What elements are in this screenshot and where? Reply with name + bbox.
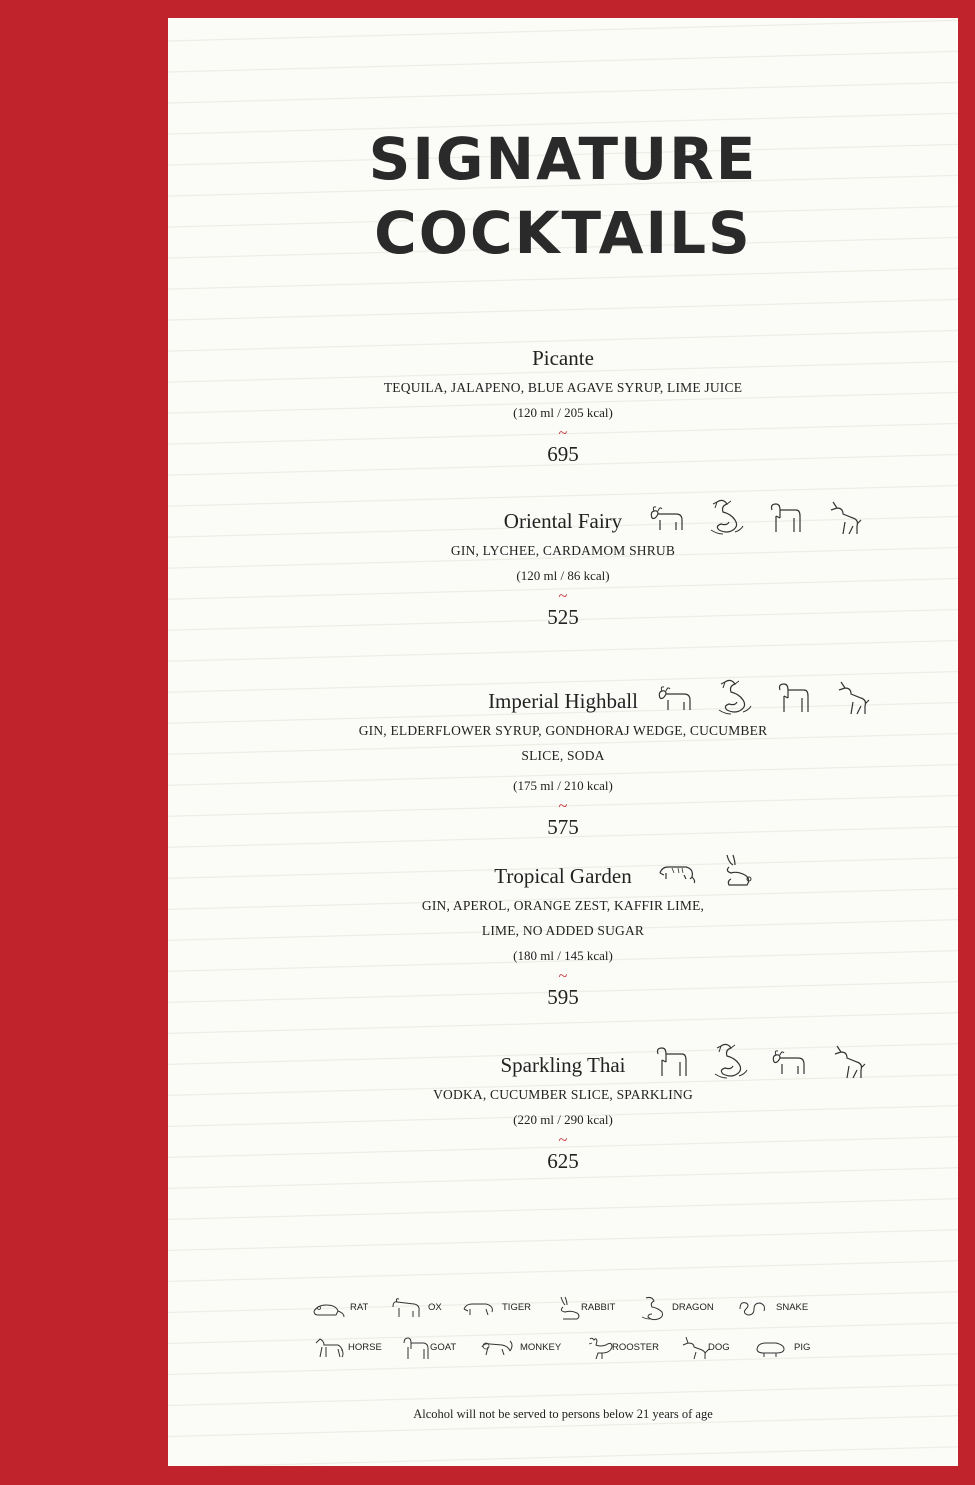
- dog-icon: [831, 676, 873, 720]
- item-ingredients: [168, 718, 958, 768]
- snake-icon: [736, 1295, 770, 1321]
- legend-label: DRAGON: [672, 1302, 714, 1313]
- rat-icon: [312, 1295, 346, 1321]
- page-title-line1: SIGNATURE: [368, 125, 758, 193]
- goat-icon: [400, 1335, 434, 1361]
- zodiac-icons: [650, 1040, 882, 1084]
- item-name: Oriental Fairy: [503, 509, 623, 533]
- dragon-icon: [705, 496, 747, 540]
- page-title-line2: COCKTAILS: [374, 199, 752, 267]
- item-ingredients: [168, 375, 958, 400]
- ingredients-line: GIN, APEROL, ORANGE ZEST, KAFFIR LIME,: [421, 898, 705, 913]
- rooster-icon: [582, 1335, 616, 1361]
- ox-icon: [654, 676, 696, 720]
- ox-icon: [390, 1295, 424, 1321]
- rabbit-icon: [715, 851, 757, 895]
- ingredients-line: GIN, LYCHEE, CARDAMOM SHRUB: [450, 543, 676, 558]
- dragon-icon: [709, 1040, 751, 1084]
- zodiac-icons: [654, 676, 886, 720]
- ingredients-line: VODKA, CUCUMBER SLICE, SPARKLING: [433, 1087, 693, 1102]
- legend-label: DOG: [708, 1342, 730, 1353]
- ingredients-line: TEQUILA, JALAPENO, BLUE AGAVE SYRUP, LIME JUICE: [383, 380, 743, 395]
- item-price: 595: [547, 985, 579, 1009]
- ox-icon: [646, 496, 688, 540]
- legend-label: OX: [428, 1302, 442, 1313]
- item-volume: (180 ml / 145 kcal): [513, 948, 613, 963]
- item-price: 625: [547, 1149, 579, 1173]
- pig-icon: [754, 1335, 788, 1361]
- tiger-icon: [462, 1295, 496, 1321]
- item-name: Picante: [532, 346, 594, 370]
- item-name: Sparkling Thai: [500, 1053, 626, 1077]
- goat-icon: [764, 496, 806, 540]
- item-volume: (120 ml / 205 kcal): [513, 405, 613, 420]
- item-price: 695: [547, 442, 579, 466]
- dog-icon: [823, 496, 865, 540]
- legend-label: MONKEY: [520, 1342, 562, 1353]
- tiger-icon: [656, 851, 698, 895]
- item-name: Tropical Garden: [494, 864, 632, 888]
- menu-page: [168, 18, 958, 1466]
- ingredients-line: SLICE, SODA: [521, 748, 605, 763]
- separator-tilde: ~: [558, 1132, 568, 1149]
- dragon-icon: [713, 676, 755, 720]
- legend-label: ROOSTER: [612, 1342, 659, 1353]
- item-price: 575: [547, 815, 579, 839]
- legend-label: TIGER: [502, 1302, 532, 1313]
- legend-label: PIG: [794, 1342, 811, 1353]
- separator-tilde: ~: [558, 425, 568, 442]
- legend-label: GOAT: [430, 1342, 457, 1353]
- dragon-icon: [638, 1295, 672, 1321]
- item-name: Imperial Highball: [488, 689, 638, 713]
- zodiac-icons: [656, 851, 770, 895]
- goat-icon: [772, 676, 814, 720]
- menu-item-tropical-garden: [168, 861, 958, 1010]
- item-volume: (175 ml / 210 kcal): [513, 778, 613, 793]
- item-volume: (120 ml / 86 kcal): [516, 568, 610, 583]
- ox-icon: [768, 1040, 810, 1084]
- separator-tilde: ~: [558, 798, 568, 815]
- item-price: 525: [547, 605, 579, 629]
- goat-icon: [650, 1040, 692, 1084]
- item-ingredients: [168, 538, 958, 563]
- legend-label: RABBIT: [581, 1302, 616, 1313]
- menu-item-picante: [168, 343, 958, 467]
- menu-item-sparkling-thai: [168, 1050, 958, 1174]
- age-restriction-notice: Alcohol will not be served to persons below 21 years of age: [413, 1407, 713, 1421]
- item-ingredients: [168, 1082, 958, 1107]
- horse-icon: [312, 1335, 346, 1361]
- menu-item-oriental-fairy: [168, 506, 958, 630]
- menu-item-imperial-highball: [168, 686, 958, 840]
- zodiac-icons: [646, 496, 878, 540]
- legend-label: SNAKE: [776, 1302, 809, 1313]
- separator-tilde: ~: [558, 968, 568, 985]
- item-ingredients: [168, 893, 958, 943]
- monkey-icon: [480, 1335, 514, 1361]
- item-volume: (220 ml / 290 kcal): [513, 1112, 613, 1127]
- legend-label: RAT: [350, 1302, 369, 1313]
- separator-tilde: ~: [558, 588, 568, 605]
- legend-label: HORSE: [348, 1342, 382, 1353]
- ingredients-line: GIN, ELDERFLOWER SYRUP, GONDHORAJ WEDGE, CUCUMBER: [358, 723, 768, 738]
- ingredients-line: LIME, NO ADDED SUGAR: [481, 923, 645, 938]
- dog-icon: [827, 1040, 869, 1084]
